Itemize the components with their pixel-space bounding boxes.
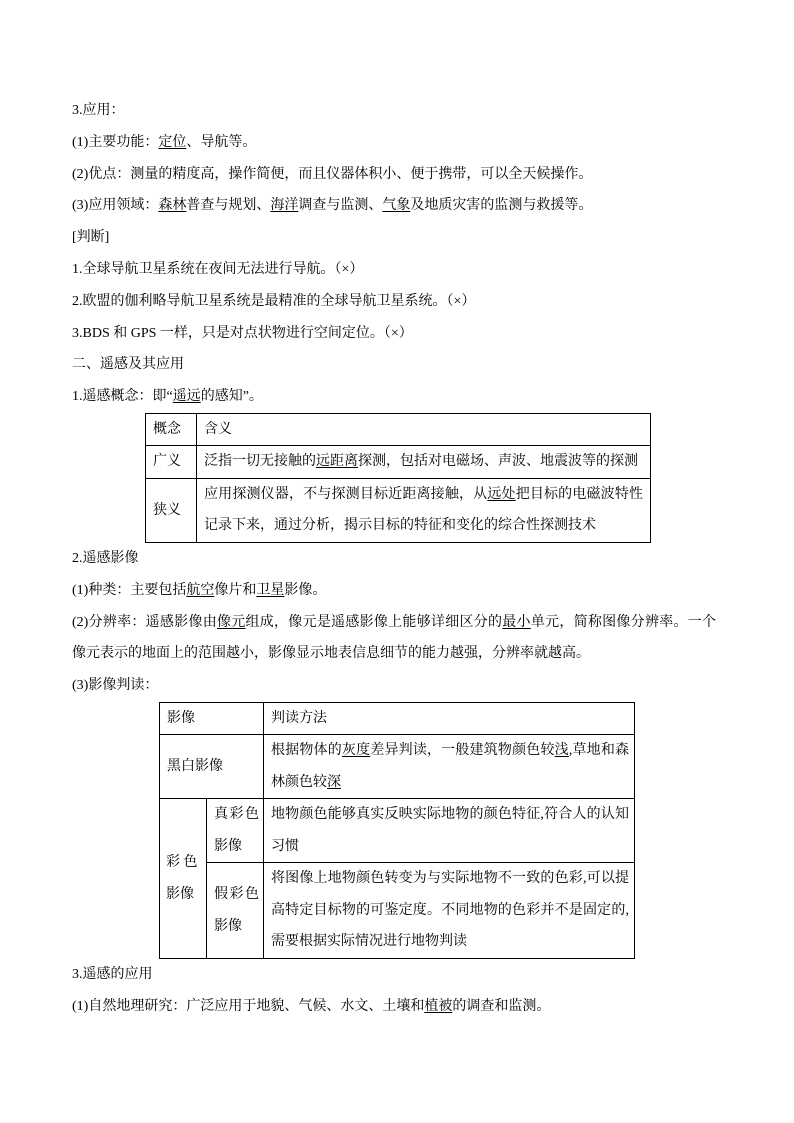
- label-cell-true-color: 真彩色影像: [207, 799, 264, 863]
- natural-geography-text: (1)自然地理研究：广泛应用于地貌、气候、水文、土壤和: [72, 998, 425, 1014]
- label-cell-color: [160, 799, 207, 959]
- header-cell-concept: 概念: [146, 413, 197, 446]
- key-term-meteorology: 气象: [382, 198, 411, 214]
- judge-item: 2.欧盟的伽利略导航卫星系统是最精准的全球导航卫星系统。（×）: [72, 293, 476, 309]
- table-header-row: [160, 702, 635, 735]
- table-row: [160, 863, 635, 959]
- term-cell: 狭义: [146, 478, 197, 542]
- label-cell-black-white: 黑白影像: [160, 735, 264, 799]
- key-term-long-distance: 远距离: [316, 454, 358, 470]
- key-term-far-away: 远处: [487, 486, 516, 502]
- apply-functions: [72, 127, 716, 159]
- functions-text: (1)主要功能：: [72, 134, 159, 150]
- meaning-cell: [197, 446, 651, 479]
- term-cell: 广义: [146, 446, 197, 479]
- method-cell: [264, 735, 635, 799]
- key-term-aerial: 航空: [186, 582, 215, 598]
- apply-fields: [72, 190, 716, 222]
- key-term-light: 浅: [554, 743, 569, 759]
- method-cell: 将图像上地物颜色转变为与实际地物不一致的色彩,可以提高特定目标物的可鉴定度。不同地物的色彩并不是固定的,需要根据实际情况进行地物判读: [264, 863, 635, 959]
- method-text: 差异判读，一般建筑物颜色较: [370, 743, 555, 759]
- apply-heading: 3.应用：: [72, 103, 125, 118]
- apply-advantages: (2)优点：测量的精度高，操作简便，而且仪器体积小、便于携带，可以全天候操作。: [72, 166, 593, 182]
- meaning-text: 应用探测仪器，不与探测目标近距离接触，从: [204, 486, 488, 502]
- method-text: ,草地和森林颜色较: [271, 743, 630, 790]
- concept-text: 的感知”。: [200, 389, 263, 405]
- key-term-pixel: 像元: [216, 614, 246, 630]
- judge-heading: [判断]: [72, 230, 110, 246]
- judge-item: 3.BDS 和 GPS 一样，只是对点状物进行空间定位。（×）: [72, 325, 413, 341]
- natural-geography-text: 的调查和监测。: [452, 998, 551, 1014]
- meaning-text: 把目标的电磁波特性记录下来，通过分析，揭示目标的特征和变化的综合性探测技术: [204, 486, 644, 534]
- applications-natural-geography: [72, 991, 716, 1023]
- key-term-dark: 深: [327, 774, 341, 790]
- fields-text: 及地质灾害的监测与救援等。: [410, 198, 593, 214]
- interpretation-table: [159, 702, 635, 959]
- table-row: [146, 478, 651, 542]
- table-row: [146, 446, 651, 479]
- table-row: [160, 799, 635, 863]
- resolution-text: 单元，简称图像分辨率。一个像元表示的地面上的范围越小，影像显示地表信息细节的能力越强，分辨率就越高。: [72, 614, 717, 662]
- color-label-line: 影像: [166, 886, 194, 902]
- key-term-ocean: 海洋: [270, 198, 299, 214]
- judge-item: 1.全球导航卫星系统在夜间无法进行导航。（×）: [72, 261, 364, 277]
- page-content: [72, 95, 716, 1023]
- types-text: 像片和: [214, 582, 257, 598]
- imagery-heading: 2.遥感影像: [72, 550, 139, 566]
- concept-text: 1.遥感概念：即“: [72, 389, 173, 405]
- types-text: 影像。: [284, 582, 327, 598]
- resolution-text: (2)分辨率：遥感影像由: [72, 614, 217, 630]
- remote-sensing-concept: [72, 381, 716, 413]
- meaning-text: 泛指一切无接触的: [204, 454, 316, 470]
- key-term-smallest: 最小: [502, 614, 531, 630]
- key-term-remote: 遥远: [172, 389, 201, 405]
- meaning-cell: [197, 478, 651, 542]
- interpretation-heading: (3)影像判读：: [72, 678, 159, 694]
- key-term-grayscale: 灰度: [341, 743, 371, 759]
- method-cell: 地物颜色能够真实反映实际地物的颜色特征,符合人的认知习惯: [264, 799, 635, 863]
- fields-text: (3)应用领域：: [72, 198, 159, 214]
- key-term-vegetation: 植被: [424, 998, 453, 1014]
- key-term-forest: 森林: [158, 198, 187, 214]
- method-text: 根据物体的: [271, 743, 342, 759]
- label-cell-false-color: 假彩色影像: [207, 863, 264, 959]
- functions-text: 、导航等。: [186, 134, 257, 150]
- fields-text: 普查与规划、: [186, 198, 271, 214]
- header-cell-imagery: 影像: [160, 702, 264, 735]
- meaning-text: 探测，包括对电磁场、声波、地震波等的探测: [358, 454, 638, 470]
- key-term-positioning: 定位: [158, 134, 187, 150]
- applications-heading: 3.遥感的应用: [72, 966, 153, 982]
- fields-text: 调查与监测、: [298, 198, 383, 214]
- header-cell-meaning: 含义: [197, 413, 651, 446]
- section-heading-remote-sensing: 二、遥感及其应用: [72, 357, 184, 373]
- key-term-satellite: 卫星: [256, 582, 285, 598]
- concept-table: [145, 413, 651, 543]
- resolution-text: 组成，像元是遥感影像上能够详细区分的: [245, 614, 503, 630]
- color-label-line: 彩 色: [166, 855, 198, 871]
- table-header-row: [146, 413, 651, 446]
- imagery-types: [72, 575, 716, 607]
- types-text: (1)种类：主要包括: [72, 582, 187, 598]
- table-row: [160, 735, 635, 799]
- imagery-resolution: [72, 607, 716, 671]
- header-cell-method: 判读方法: [264, 702, 635, 735]
